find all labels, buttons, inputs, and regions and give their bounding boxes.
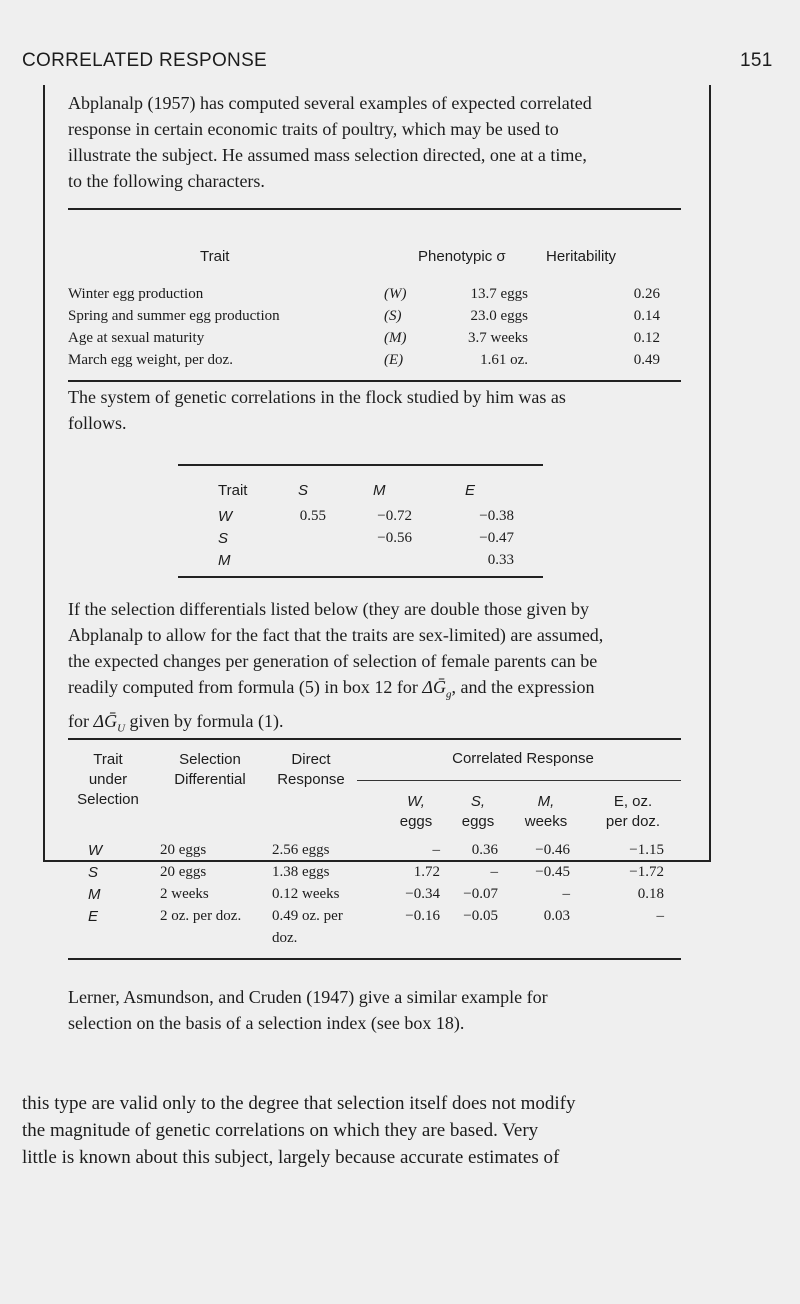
page-number: 151 — [740, 50, 773, 71]
body-text: this type are valid only to the degree that selection itself does not modify the magnitude of genetic correlations on which they are based. Very little is known about this subject, largely because accurate estimates of — [22, 1093, 576, 1168]
selection-differential-paragraph: If the selection differentials listed below (they are double those given by Abplanalp to allow for the fact that the traits are sex-limited) are assumed, the expected changes per generation of selection of female parents can be readily computed from formula (5) in box 12 for ΔḠ$_g$, and the expression for ΔḠ$_U$ given by formula (1). — [68, 599, 604, 735]
example-box — [43, 85, 711, 862]
intro-paragraph: Abplanalp (1957) has computed several examples of expected correlated response in certain economic traits of poultry, which may be used to illustrate the subject. He assumed mass selection directed, one at a time, to the following characters. — [68, 93, 592, 191]
closing-paragraph: Lerner, Asmundson, and Cruden (1947) give a similar example for selection on the basis of a selection index (see box 18). — [68, 987, 548, 1033]
correlations-paragraph: The system of genetic correlations in the flock studied by him was as follows. — [68, 387, 566, 433]
running-header-title: CORRELATED RESPONSE — [22, 50, 268, 71]
